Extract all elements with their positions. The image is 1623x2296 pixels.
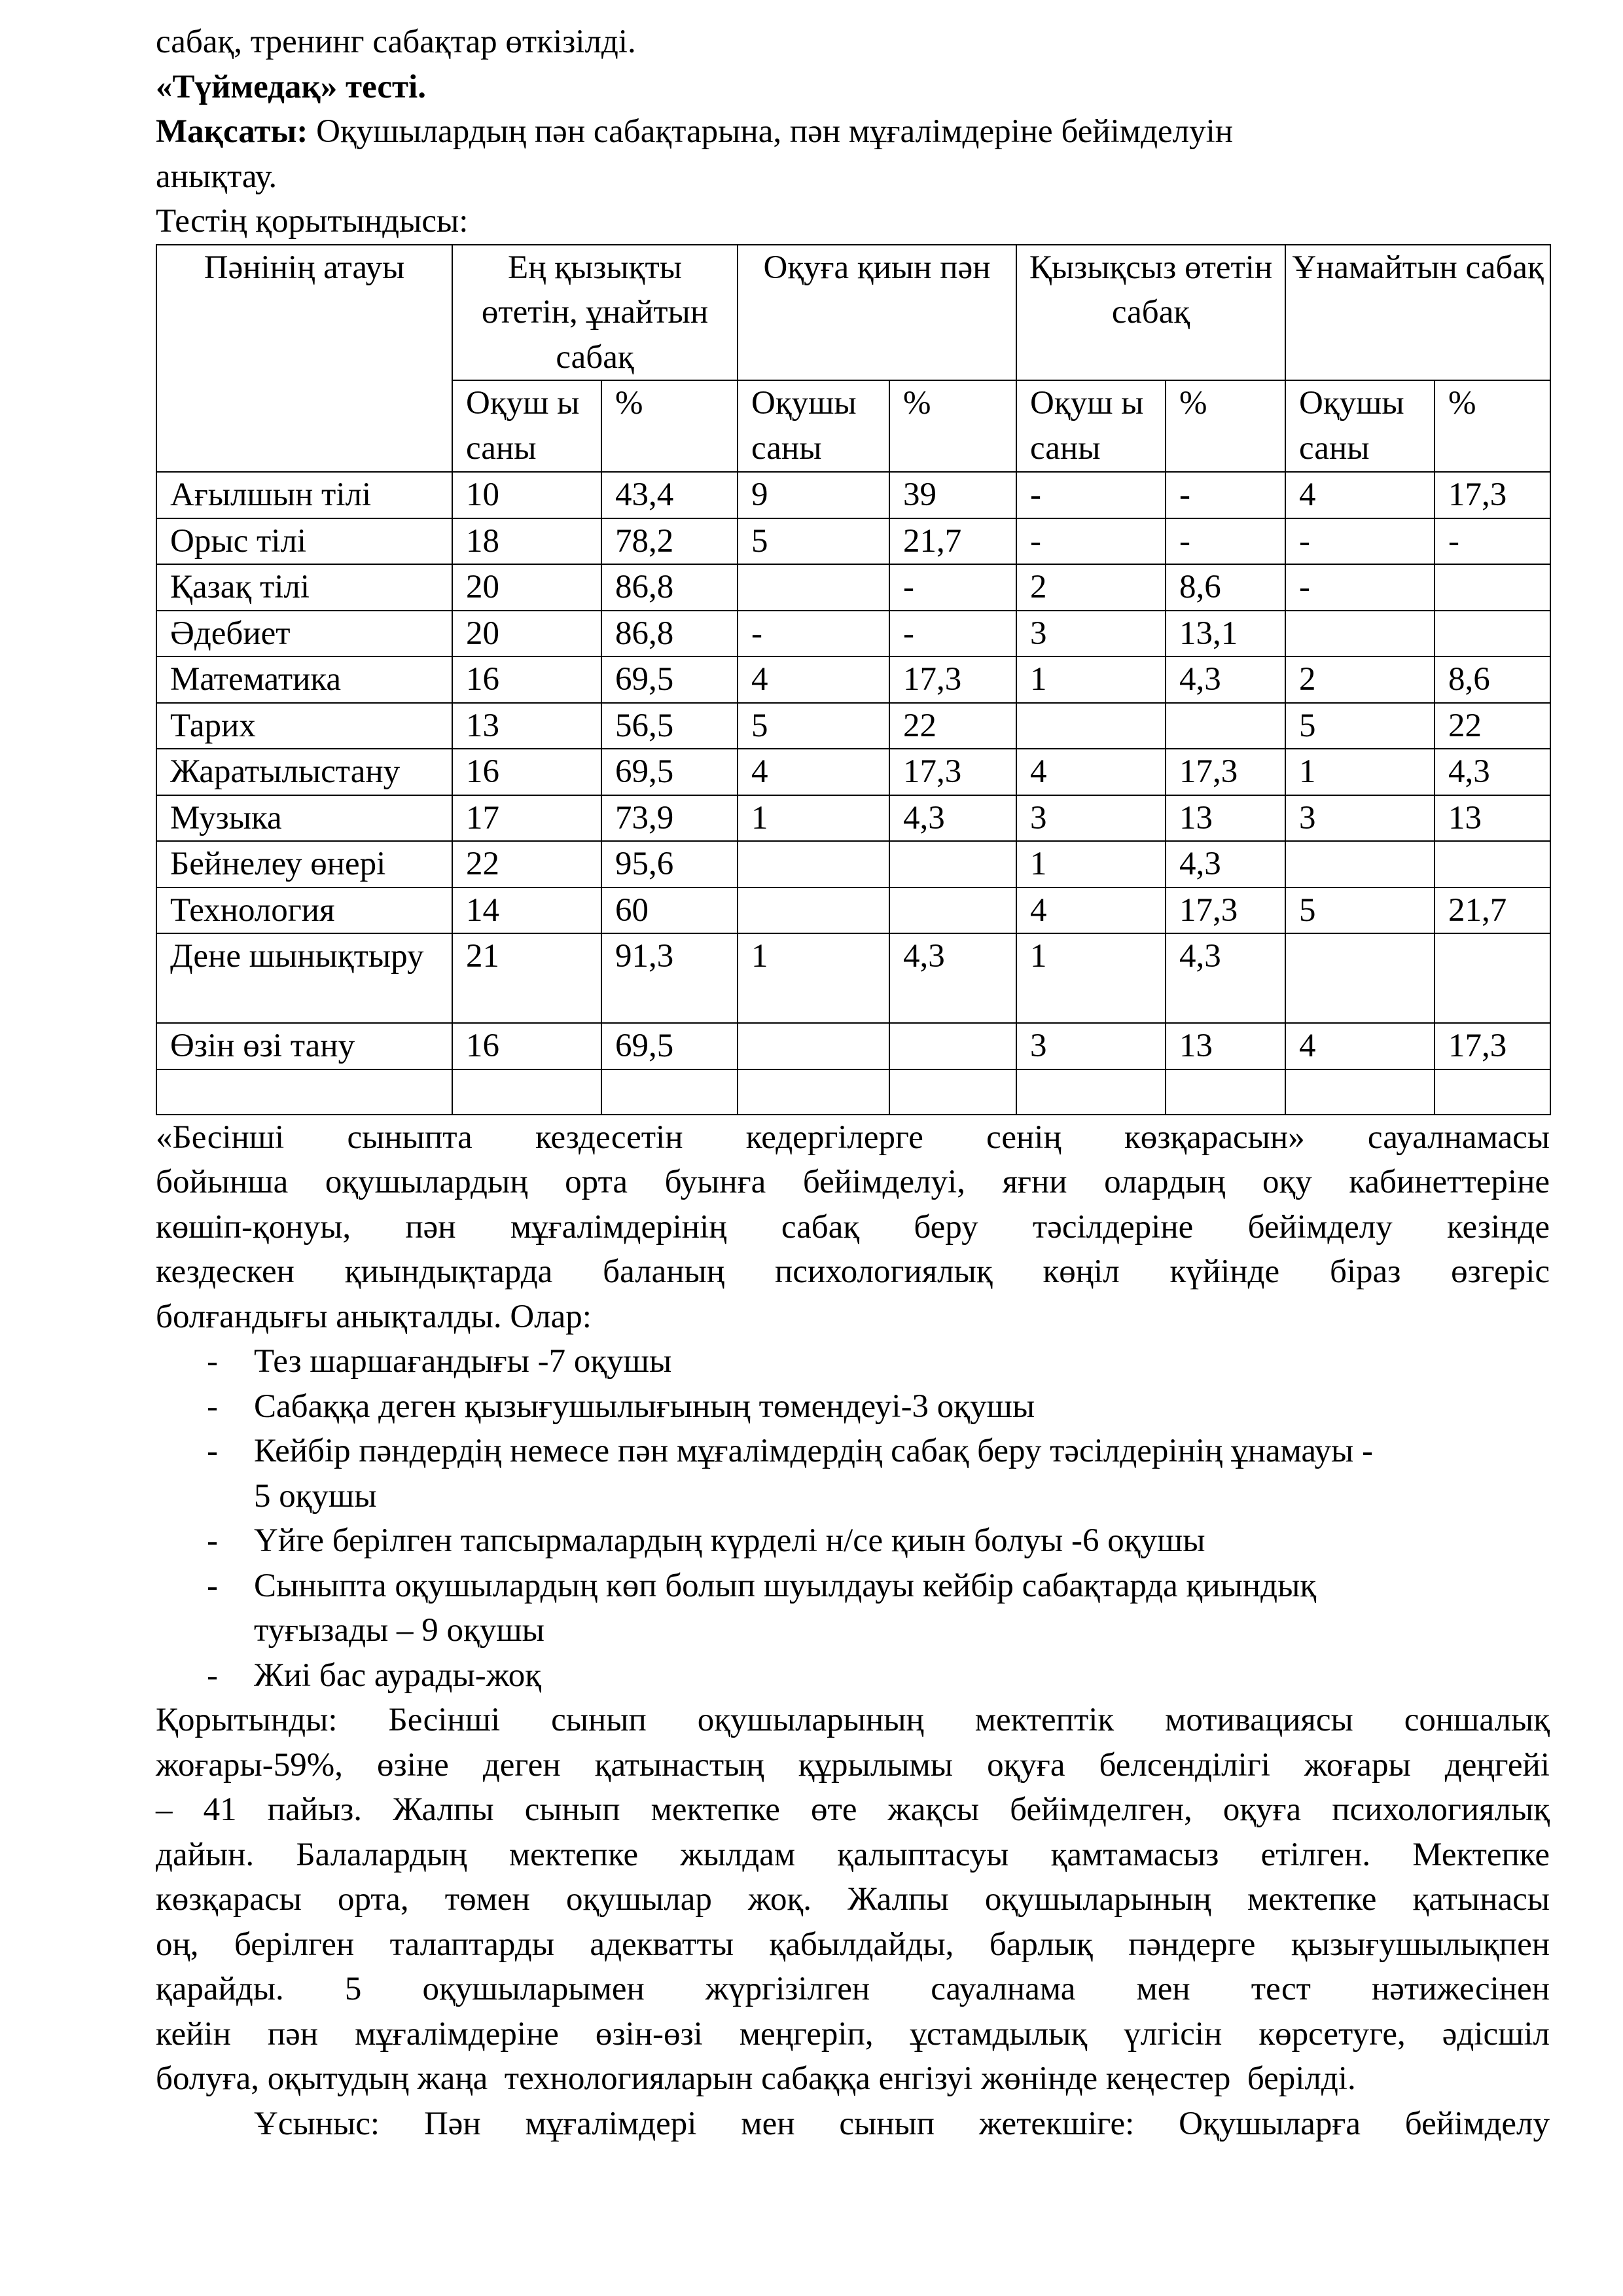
value-cell: 69,5	[601, 656, 738, 703]
list-item-text: Сыныпта оқушылардың көп болып шуылдауы кейбір сабақтарда қиындық	[254, 1567, 1317, 1604]
value-cell: -	[738, 611, 889, 657]
subject-cell: Тарих	[156, 703, 452, 749]
list-item-text: туғызады – 9 оқушы	[254, 1612, 544, 1649]
subheader-count: Оқушы саны	[1285, 380, 1435, 472]
value-cell: 13	[1166, 1023, 1285, 1069]
value-cell: 69,5	[601, 749, 738, 795]
list-item-text: Кейбір пәндердің немесе пән мұғалімдердің сабақ беру тәсілдерінің ұнамауы -	[254, 1433, 1373, 1469]
value-cell: 86,8	[601, 564, 738, 611]
table-row	[156, 749, 1550, 795]
value-cell: 8,6	[1435, 656, 1550, 703]
value-cell: 20	[452, 564, 601, 611]
table-row	[156, 472, 1550, 518]
value-cell: 4,3	[1166, 841, 1285, 888]
subject-cell: Дене шынықтыру	[156, 933, 452, 1023]
value-cell: 3	[1016, 795, 1166, 842]
survey-line: бойынша оқушылардың орта буынға бейімделуі, яғни олардың оқу кабинеттеріне	[156, 1164, 1550, 1200]
dash-bullet-icon: -	[207, 1388, 218, 1425]
list-item	[156, 1564, 1550, 1653]
value-cell: 3	[1016, 611, 1166, 657]
value-cell: 20	[452, 611, 601, 657]
subject-cell: Ағылшын тілі	[156, 472, 452, 518]
subheader-count: Оқушы саны	[738, 380, 889, 472]
value-cell: 17,3	[1166, 888, 1285, 934]
list-item	[156, 1518, 1550, 1564]
value-cell: 4,3	[889, 933, 1016, 1023]
subject-cell: Орыс тілі	[156, 518, 452, 565]
value-cell: 17,3	[1435, 1023, 1550, 1069]
list-item	[156, 1653, 1550, 1698]
value-cell: 4	[738, 749, 889, 795]
survey-line: «Бесінші сыныпта кездесетін кедергілерге сенің көзқарасын» сауалнамасы	[156, 1119, 1550, 1156]
value-cell: 17,3	[1435, 472, 1550, 518]
value-cell	[1166, 1069, 1285, 1115]
value-cell: 4,3	[889, 795, 1016, 842]
table-row	[156, 564, 1550, 611]
value-cell: 22	[889, 703, 1016, 749]
value-cell: -	[1166, 518, 1285, 565]
value-cell: 39	[889, 472, 1016, 518]
dash-bullet-icon: -	[207, 1657, 218, 1694]
value-cell: 95,6	[601, 841, 738, 888]
header-group-liked: Ең қызықты өтетін, ұнайтын сабақ	[452, 245, 738, 381]
value-cell: 3	[1016, 1023, 1166, 1069]
value-cell: 73,9	[601, 795, 738, 842]
results-table	[156, 244, 1551, 1115]
survey-line: болғандығы анықталды. Олар:	[156, 1298, 592, 1335]
value-cell	[1435, 841, 1550, 888]
conclusion-line: көзқарасы орта, төмен оқушылар жоқ. Жалпы оқушыларының мектепке қатынасы	[156, 1881, 1550, 1918]
value-cell	[1166, 703, 1285, 749]
list-item-text: 5 оқушы	[254, 1477, 377, 1515]
value-cell: 9	[738, 472, 889, 518]
value-cell: 86,8	[601, 611, 738, 657]
dash-bullet-icon: -	[207, 1343, 218, 1380]
value-cell: 10	[452, 472, 601, 518]
survey-paragraph	[156, 1115, 1550, 1340]
conclusion-line: болуға, оқытудың жаңа технологияларын сабаққа енгізуі жөнінде кеңестер берілді.	[156, 2060, 1356, 2097]
subject-cell	[156, 1069, 452, 1115]
value-cell: 1	[738, 933, 889, 1023]
survey-line: көшіп-қонуы, пән мұғалімдерінің сабақ беру тәсілдеріне бейімделу кезінде	[156, 1208, 1550, 1246]
subject-cell: Жаратылыстану	[156, 749, 452, 795]
subheader-percent: %	[601, 380, 738, 472]
table-row	[156, 1069, 1550, 1115]
value-cell	[1285, 611, 1435, 657]
subheader-percent: %	[1435, 380, 1550, 472]
value-cell	[889, 1069, 1016, 1115]
value-cell: 13	[1435, 795, 1550, 842]
value-cell: -	[1016, 472, 1166, 518]
value-cell: 4,3	[1166, 933, 1285, 1023]
value-cell: 60	[601, 888, 738, 934]
conclusion-line: дайын. Балалардың мектепке жылдам қалыптасуы қамтамасыз етілген. Мектепке	[156, 1836, 1550, 1873]
value-cell: 1	[1285, 749, 1435, 795]
value-cell	[738, 564, 889, 611]
value-cell: 22	[452, 841, 601, 888]
document-page	[156, 20, 1550, 2146]
value-cell: 16	[452, 656, 601, 703]
value-cell	[1016, 1069, 1166, 1115]
subheader-percent: %	[889, 380, 1016, 472]
subject-cell: Өзін өзі тану	[156, 1023, 452, 1069]
header-group-disliked: Ұнамайтын сабақ	[1285, 245, 1550, 381]
survey-line: кездескен қиындықтарда баланың психологиялық көңіл күйінде біраз өзгеріс	[156, 1253, 1550, 1290]
value-cell	[738, 888, 889, 934]
header-group-boring: Қызықсыз өтетін сабақ	[1016, 245, 1285, 381]
conclusion-paragraph	[156, 1698, 1550, 2102]
value-cell: 13,1	[1166, 611, 1285, 657]
conclusion-line: Қорытынды: Бесінші сынып оқушыларының мектептік мотивациясы соншалық	[156, 1702, 1550, 1738]
conclusion-line: оң, берілген талаптарды адекватты қабылдайды, барлық пәндерге қызығушылықпен	[156, 1926, 1550, 1963]
value-cell: 1	[1016, 841, 1166, 888]
value-cell: 56,5	[601, 703, 738, 749]
header-group-hard: Оқуға қиын пән	[738, 245, 1016, 381]
value-cell	[1285, 933, 1435, 1023]
value-cell: -	[1285, 518, 1435, 565]
list-item-text: Сабаққа деген қызығушылығының төмендеуі-3 оқушы	[254, 1388, 1035, 1425]
subject-cell: Музыка	[156, 795, 452, 842]
value-cell: 1	[1016, 933, 1166, 1023]
purpose-line	[156, 109, 1550, 154]
recommendation-line: Ұсыныс: Пән мұғалімдері мен сынып жетекшіге: Оқушыларға бейімделу	[254, 2105, 1550, 2142]
header-subject: Пәнінің атауы	[156, 245, 452, 473]
value-cell: -	[889, 611, 1016, 657]
intro-line: сабақ, тренинг сабақтар өткізілді.	[156, 24, 636, 60]
value-cell: 1	[738, 795, 889, 842]
value-cell: 21,7	[889, 518, 1016, 565]
value-cell: 4	[1016, 749, 1166, 795]
value-cell: 17,3	[1166, 749, 1285, 795]
value-cell	[738, 1069, 889, 1115]
subject-cell: Технология	[156, 888, 452, 934]
value-cell: 1	[1016, 656, 1166, 703]
value-cell: 18	[452, 518, 601, 565]
conclusion-line: кейін пән мұғалімдеріне өзін-өзі меңгеріп, ұстамдылық үлгісін көрсетуге, әдісшіл	[156, 2015, 1550, 2053]
subheader-percent: %	[1166, 380, 1285, 472]
value-cell: 14	[452, 888, 601, 934]
table-row	[156, 518, 1550, 565]
list-item-text: Тез шаршағандығы -7 оқушы	[254, 1343, 672, 1380]
purpose-text: Оқушылардың пән сабақтарына, пән мұғалімдеріне бейімделуін	[308, 113, 1234, 150]
value-cell: 91,3	[601, 933, 738, 1023]
table-row	[156, 611, 1550, 657]
value-cell: 8,6	[1166, 564, 1285, 611]
value-cell	[1435, 611, 1550, 657]
subject-cell: Әдебиет	[156, 611, 452, 657]
table-row	[156, 795, 1550, 842]
value-cell: 5	[1285, 703, 1435, 749]
value-cell: 4,3	[1166, 656, 1285, 703]
value-cell	[889, 888, 1016, 934]
value-cell: -	[1285, 564, 1435, 611]
purpose-label: Мақсаты:	[156, 113, 308, 150]
table-row	[156, 703, 1550, 749]
value-cell	[889, 841, 1016, 888]
value-cell: 4	[1285, 472, 1435, 518]
purpose-text-cont: анықтау.	[156, 158, 277, 195]
value-cell: -	[1435, 518, 1550, 565]
result-label: Тестің қорытындысы:	[156, 203, 469, 240]
value-cell: 13	[452, 703, 601, 749]
value-cell: 17,3	[889, 656, 1016, 703]
list-item	[156, 1429, 1550, 1518]
subject-cell: Бейнелеу өнері	[156, 841, 452, 888]
value-cell: 22	[1435, 703, 1550, 749]
subheader-count: Оқуш ы саны	[452, 380, 601, 472]
value-cell	[452, 1069, 601, 1115]
conclusion-line: – 41 пайыз. Жалпы сынып мектепке өте жақсы бейімделген, оқуға психологиялық	[156, 1791, 1550, 1828]
subject-cell: Математика	[156, 656, 452, 703]
value-cell: 16	[452, 749, 601, 795]
value-cell: 17	[452, 795, 601, 842]
test-title: «Түймедақ» тесті.	[156, 68, 426, 105]
list-item	[156, 1339, 1550, 1384]
conclusion-line: қарайды. 5 оқушыларымен жүргізілген сауалнама мен тест нәтижесінен	[156, 1971, 1550, 2007]
value-cell: 4	[738, 656, 889, 703]
value-cell: -	[889, 564, 1016, 611]
value-cell: 3	[1285, 795, 1435, 842]
value-cell: 5	[738, 518, 889, 565]
value-cell	[1285, 1069, 1435, 1115]
conclusion-line: жоғары-59%, өзіне деген қатынастың құрылымы оқуға белсенділігі жоғары деңгейі	[156, 1746, 1550, 1784]
table-header-row	[156, 245, 1550, 381]
subheader-count: Оқуш ы саны	[1016, 380, 1166, 472]
value-cell: 43,4	[601, 472, 738, 518]
value-cell: 69,5	[601, 1023, 738, 1069]
value-cell	[1435, 1069, 1550, 1115]
value-cell	[1285, 841, 1435, 888]
difficulty-list	[156, 1339, 1550, 1698]
value-cell: 13	[1166, 795, 1285, 842]
value-cell	[1435, 933, 1550, 1023]
value-cell: 21	[452, 933, 601, 1023]
value-cell: 17,3	[889, 749, 1016, 795]
value-cell: 4	[1285, 1023, 1435, 1069]
table-row	[156, 933, 1550, 1023]
value-cell: 5	[1285, 888, 1435, 934]
value-cell: 21,7	[1435, 888, 1550, 934]
list-item-text: Үйге берілген тапсырмалардың күрделі н/се қиын болуы -6 оқушы	[254, 1522, 1205, 1559]
value-cell: 4,3	[1435, 749, 1550, 795]
value-cell	[738, 841, 889, 888]
table-row	[156, 841, 1550, 888]
list-item-text: Жиі бас аурады-жоқ	[254, 1657, 542, 1694]
table-row	[156, 656, 1550, 703]
value-cell	[1016, 703, 1166, 749]
dash-bullet-icon: -	[207, 1433, 218, 1469]
value-cell: -	[1166, 472, 1285, 518]
value-cell: 2	[1285, 656, 1435, 703]
value-cell	[738, 1023, 889, 1069]
list-item	[156, 1384, 1550, 1429]
value-cell	[889, 1023, 1016, 1069]
value-cell: 16	[452, 1023, 601, 1069]
value-cell: 2	[1016, 564, 1166, 611]
value-cell	[601, 1069, 738, 1115]
value-cell	[1435, 564, 1550, 611]
value-cell: 5	[738, 703, 889, 749]
table-row	[156, 1023, 1550, 1069]
value-cell: -	[1016, 518, 1166, 565]
value-cell: 4	[1016, 888, 1166, 934]
dash-bullet-icon: -	[207, 1567, 218, 1604]
table-row	[156, 888, 1550, 934]
value-cell: 78,2	[601, 518, 738, 565]
subject-cell: Қазақ тілі	[156, 564, 452, 611]
dash-bullet-icon: -	[207, 1522, 218, 1559]
